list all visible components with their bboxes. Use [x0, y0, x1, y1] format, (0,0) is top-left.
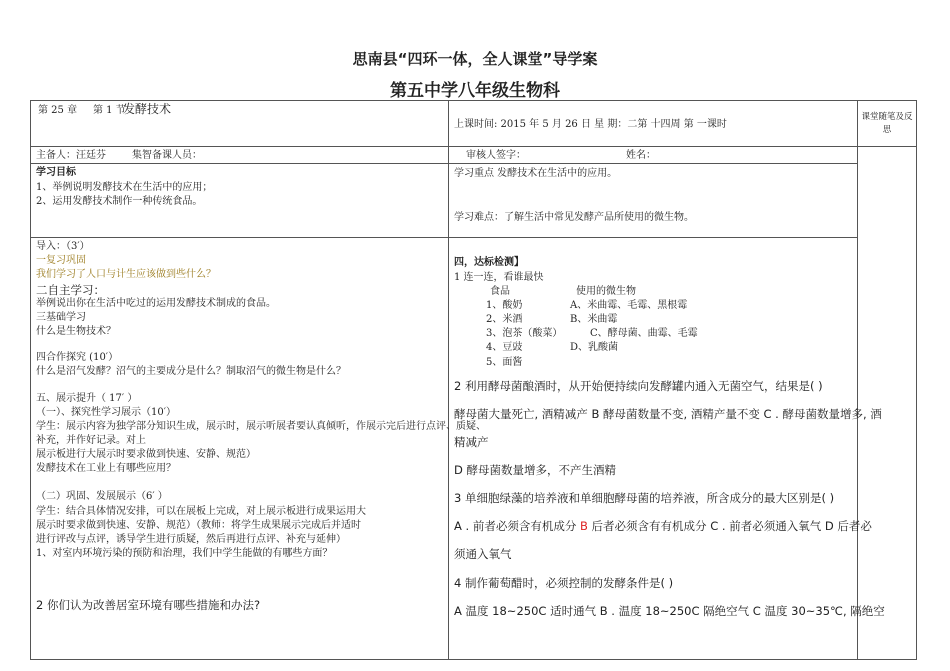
food-item: 4、豆豉 [486, 342, 523, 353]
intro-line: 导入：（3′） [36, 241, 90, 252]
goal-1: 1、举例说明发酵技术在生活中的应用； [36, 182, 213, 193]
key-point: 学习重点 发酵技术在生活中的应用。 [454, 168, 618, 179]
row-divider-3 [30, 237, 857, 238]
question-3: 3 单细胞绿藻的培养液和单细胞酵母菌的培养液，所含成分的最大区别是( ) [454, 491, 835, 505]
self-study-heading: 二自主学习： [36, 283, 105, 297]
column-divider-side [857, 100, 858, 660]
microbe-item: D、乳酸菌 [570, 342, 619, 353]
microbe-column-header: 使用的微生物 [576, 286, 636, 297]
option-b-marker: B [580, 519, 588, 533]
document-subtitle: 第五中学八年级生物科 [390, 81, 560, 101]
review-heading: 一复习巩固 [36, 255, 86, 266]
test-heading: 四，达标检测】 [454, 257, 524, 268]
food-item: 1、酸奶 [486, 300, 523, 311]
consolidate-question: 1、对室内环境污染的预防和治理，我们中学生能做的有哪些方面？ [36, 548, 333, 559]
preparer: 主备人：汪廷芬 [36, 150, 106, 161]
food-item: 2、米酒 [486, 314, 523, 325]
goals-title: 学习目标 [36, 167, 76, 178]
row-divider-2 [30, 163, 857, 164]
option-b-d-text: 后者必须含有有机成分 C . 前者必须通入氧气 D 后者必 [587, 519, 872, 533]
question-2-options-line-3: D 酵母菌数量增多，不产生酒精 [454, 463, 617, 477]
microbe-item: C、酵母菌、曲霉、毛霉 [590, 328, 698, 339]
consolidate-text-2: 展示时要求做到快速、安静、规范）（教师：将学生成果展示完成后并适时 [36, 520, 361, 531]
document-title: 思南县“四环一体，全人课堂”导学案 [352, 50, 598, 68]
cooperation-question: 什么是沼气发酵？沼气的主要成分是什么？制取沼气的微生物是什么？ [36, 366, 346, 377]
inquiry-heading: （一）、探究性学习展示（10′） [36, 407, 176, 418]
question-3-options-line-1 [454, 519, 872, 533]
name-field: 姓名： [626, 150, 656, 161]
class-time: 上课时间: 2015 年 5 月 26 日 星 期：二第 十四周 第 一课时 [454, 119, 727, 130]
food-item: 5、面酱 [486, 357, 523, 368]
section-number: 第 1 节 [93, 105, 126, 116]
inquiry-text-2: 补充，并作好记录。对上 [36, 435, 146, 446]
food-column-header: 食品 [490, 286, 510, 297]
co-preparers: 集智备课人员： [132, 150, 202, 161]
reviewer: 审核人签字： [466, 150, 526, 161]
side-divider [857, 146, 917, 147]
showcase-heading: 五、展示提升（ 17′ ） [36, 393, 138, 404]
column-divider-main [448, 100, 449, 660]
microbe-item: A、米曲霉、毛霉、黑根霉 [570, 300, 688, 311]
question-2: 2 利用酵母菌酿酒时，从开始便持续向发酵罐内通入无菌空气，结果是( ) [454, 379, 823, 393]
self-study-task: 举例说出你在生活中吃过的运用发酵技术制成的食品。 [36, 298, 276, 309]
question-2-options-line-1: 酵母菌大量死亡, 酒精减产 B 酵母菌数量不变, 酒精产量不变 C . 酵母菌数量增多, 酒 [454, 407, 882, 421]
goal-2: 2、运用发酵技术制作一种传统食品。 [36, 196, 203, 207]
final-question: 2 你们认为改善居室环境有哪些措施和办法? [36, 598, 261, 612]
row-divider-1 [30, 146, 857, 147]
difficulty: 学习难点：了解生活中常见发酵产品所使用的微生物。 [454, 212, 694, 223]
option-a-text: A . 前者必须含有机成分 [454, 519, 580, 533]
question-4: 4 制作葡萄醋时，必须控制的发酵条件是( ) [454, 576, 674, 590]
consolidate-text-3: 进行评改与点评，诱导学生进行质疑，然后再进行点评、补充与延伸） [36, 534, 346, 545]
question-3-options-line-2: 须通入氧气 [454, 547, 512, 561]
review-question: 我们学习了人口与计生应该做到些什么？ [36, 269, 216, 280]
inquiry-text-1: 学生：展示内容为独学部分知识生成，展示时，展示听展者要认真倾听，作展示完后进行点评、质疑、 [36, 421, 486, 432]
question-4-options: A 温度 18~250C 适时通气 B . 温度 18~250C 隔绝空气 C 温度 30~35℃, 隔绝空 [454, 604, 885, 618]
cooperation-heading: 四合作探究 (10′） [36, 352, 119, 363]
section-title: 发酵技术 [123, 102, 172, 116]
matching-question: 1 连一连，看谁最快 [454, 272, 544, 283]
inquiry-question: 发酵技术在工业上有哪些应用？ [36, 463, 176, 474]
side-notes-title: 课堂随笔及反思 [861, 112, 913, 135]
basic-study-question: 什么是生物技术？ [36, 326, 116, 337]
microbe-item: B、米曲霉 [570, 314, 618, 325]
inquiry-text-3: 展示板进行大展示时要求做到快速、安静、规范） [36, 449, 256, 460]
question-2-options-line-2: 精减产 [454, 435, 489, 449]
basic-study-heading: 三基础学习 [36, 312, 86, 323]
consolidate-text-1: 学生：结合具体情况安排，可以在展板上完成，对上展示板进行成果运用大 [36, 506, 366, 517]
food-item: 3、泡茶（酸菜） [486, 328, 563, 339]
chapter-label: 第 25 章 [38, 105, 78, 116]
consolidate-heading: （二）巩固、发展展示（6′ ） [36, 491, 168, 502]
